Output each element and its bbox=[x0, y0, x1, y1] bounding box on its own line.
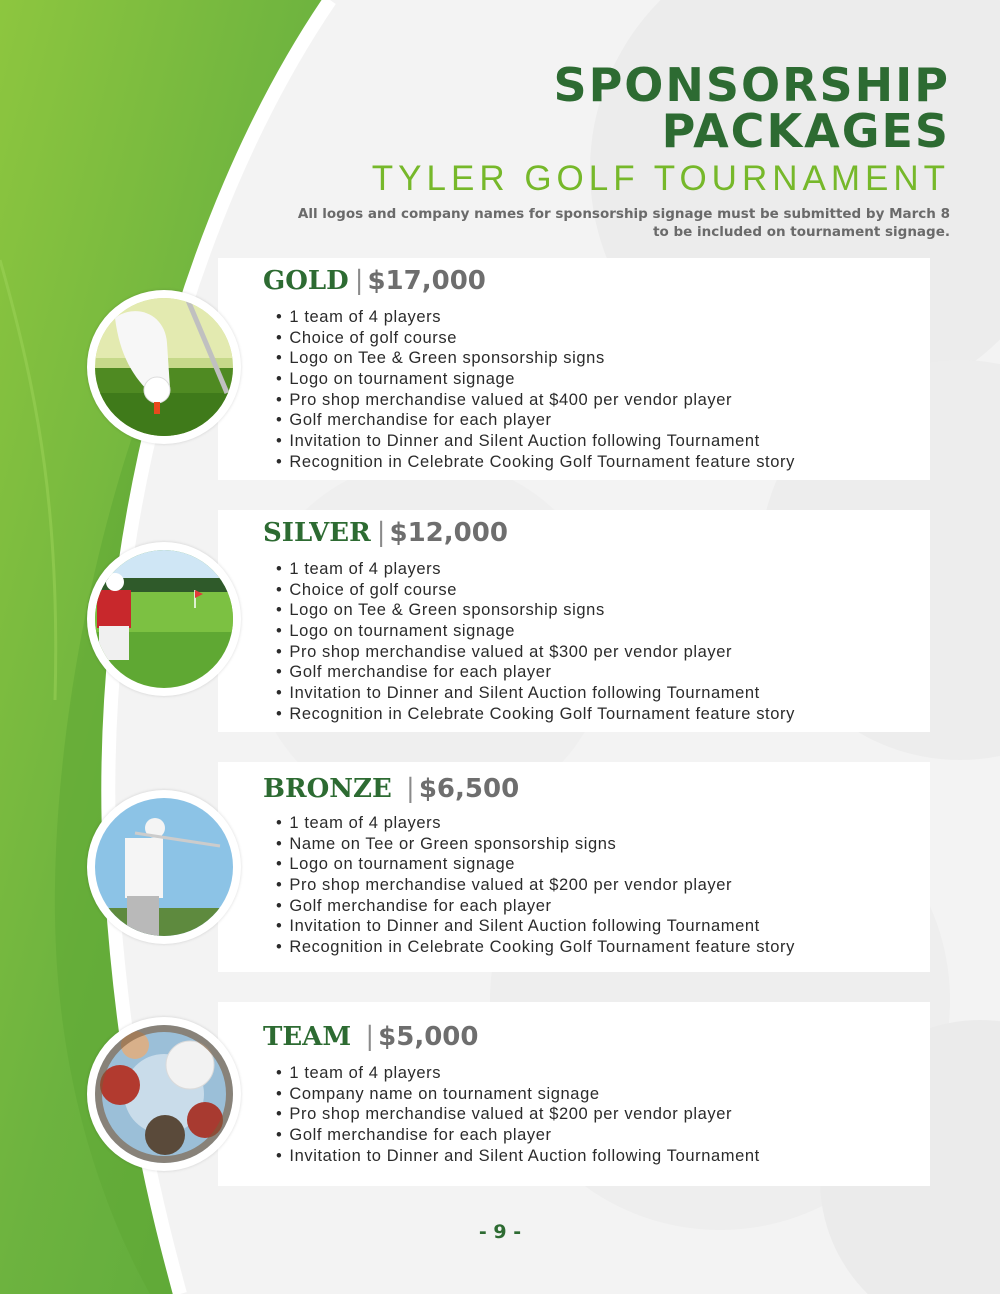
heading-separator: | bbox=[376, 518, 386, 548]
package-heading bbox=[263, 774, 519, 804]
benefit-item: • Recognition in Celebrate Cooking Golf Tournament feature story bbox=[276, 704, 795, 725]
benefit-item: • Pro shop merchandise valued at $300 per vendor player bbox=[276, 642, 795, 663]
package-card-bronze bbox=[218, 762, 930, 972]
package-price: $17,000 bbox=[367, 266, 486, 296]
package-heading bbox=[263, 266, 486, 296]
benefit-item: • 1 team of 4 players bbox=[276, 307, 795, 328]
package-benefits-list bbox=[276, 559, 795, 725]
package-tier: BRONZE bbox=[263, 774, 392, 804]
package-tier: SILVER bbox=[263, 518, 371, 548]
page-number: - 9 - bbox=[478, 1221, 522, 1243]
golfer-swing-photo bbox=[87, 790, 241, 944]
benefit-item: • 1 team of 4 players bbox=[276, 559, 795, 580]
benefit-item: • Invitation to Dinner and Silent Auction following Tournament bbox=[276, 431, 795, 452]
heading-separator: | bbox=[354, 266, 364, 296]
heading-separator: | bbox=[357, 1022, 375, 1052]
page-subtitle: TYLER GOLF TOURNAMENT bbox=[371, 159, 950, 198]
package-card-silver bbox=[218, 510, 930, 732]
page-title-line1: SPONSORSHIP bbox=[553, 58, 950, 112]
package-price: $6,500 bbox=[418, 774, 520, 804]
golf-ball-on-tee-photo bbox=[87, 290, 241, 444]
benefit-item: • Pro shop merchandise valued at $200 per vendor player bbox=[276, 875, 795, 896]
benefit-item: • Logo on tournament signage bbox=[276, 854, 795, 875]
package-benefits-list bbox=[276, 1063, 760, 1166]
benefit-item: • Logo on tournament signage bbox=[276, 369, 795, 390]
package-benefits-list bbox=[276, 813, 795, 958]
page-header bbox=[290, 58, 950, 241]
heading-separator: | bbox=[397, 774, 415, 804]
golfer-on-green-photo bbox=[87, 542, 241, 696]
package-price: $5,000 bbox=[378, 1022, 479, 1052]
benefit-item: • Golf merchandise for each player bbox=[276, 1125, 760, 1146]
benefit-item: • Invitation to Dinner and Silent Auction following Tournament bbox=[276, 1146, 760, 1167]
benefit-item: • Recognition in Celebrate Cooking Golf Tournament feature story bbox=[276, 937, 795, 958]
benefit-item: • 1 team of 4 players bbox=[276, 813, 795, 834]
package-tier: GOLD bbox=[263, 266, 349, 296]
benefit-item: • Company name on tournament signage bbox=[276, 1084, 760, 1105]
benefit-item: • Name on Tee or Green sponsorship signs bbox=[276, 834, 795, 855]
benefit-item: • Recognition in Celebrate Cooking Golf Tournament feature story bbox=[276, 452, 795, 473]
page-title-line2: PACKAGES bbox=[661, 104, 950, 158]
package-price: $12,000 bbox=[389, 518, 508, 548]
benefit-item: • Golf merchandise for each player bbox=[276, 662, 795, 683]
package-card-gold bbox=[218, 258, 930, 480]
benefit-item: • Logo on Tee & Green sponsorship signs bbox=[276, 600, 795, 621]
benefit-item: • Logo on Tee & Green sponsorship signs bbox=[276, 348, 795, 369]
benefit-item: • Choice of golf course bbox=[276, 580, 795, 601]
benefit-item: • 1 team of 4 players bbox=[276, 1063, 760, 1084]
package-card-team bbox=[218, 1002, 930, 1186]
submission-note: All logos and company names for sponsorship signage must be submitted by March 8 to be included on tournament signage. bbox=[297, 205, 950, 240]
benefit-item: • Golf merchandise for each player bbox=[276, 896, 795, 917]
benefit-item: • Logo on tournament signage bbox=[276, 621, 795, 642]
benefit-item: • Choice of golf course bbox=[276, 328, 795, 349]
package-tier: TEAM bbox=[263, 1022, 352, 1052]
benefit-item: • Golf merchandise for each player bbox=[276, 410, 795, 431]
package-heading bbox=[263, 1022, 479, 1052]
package-heading bbox=[263, 518, 508, 548]
team-looking-down-photo bbox=[87, 1017, 241, 1171]
benefit-item: • Pro shop merchandise valued at $200 per vendor player bbox=[276, 1104, 760, 1125]
benefit-item: • Pro shop merchandise valued at $400 per vendor player bbox=[276, 390, 795, 411]
benefit-item: • Invitation to Dinner and Silent Auction following Tournament bbox=[276, 683, 795, 704]
package-benefits-list bbox=[276, 307, 795, 473]
benefit-item: • Invitation to Dinner and Silent Auction following Tournament bbox=[276, 916, 795, 937]
